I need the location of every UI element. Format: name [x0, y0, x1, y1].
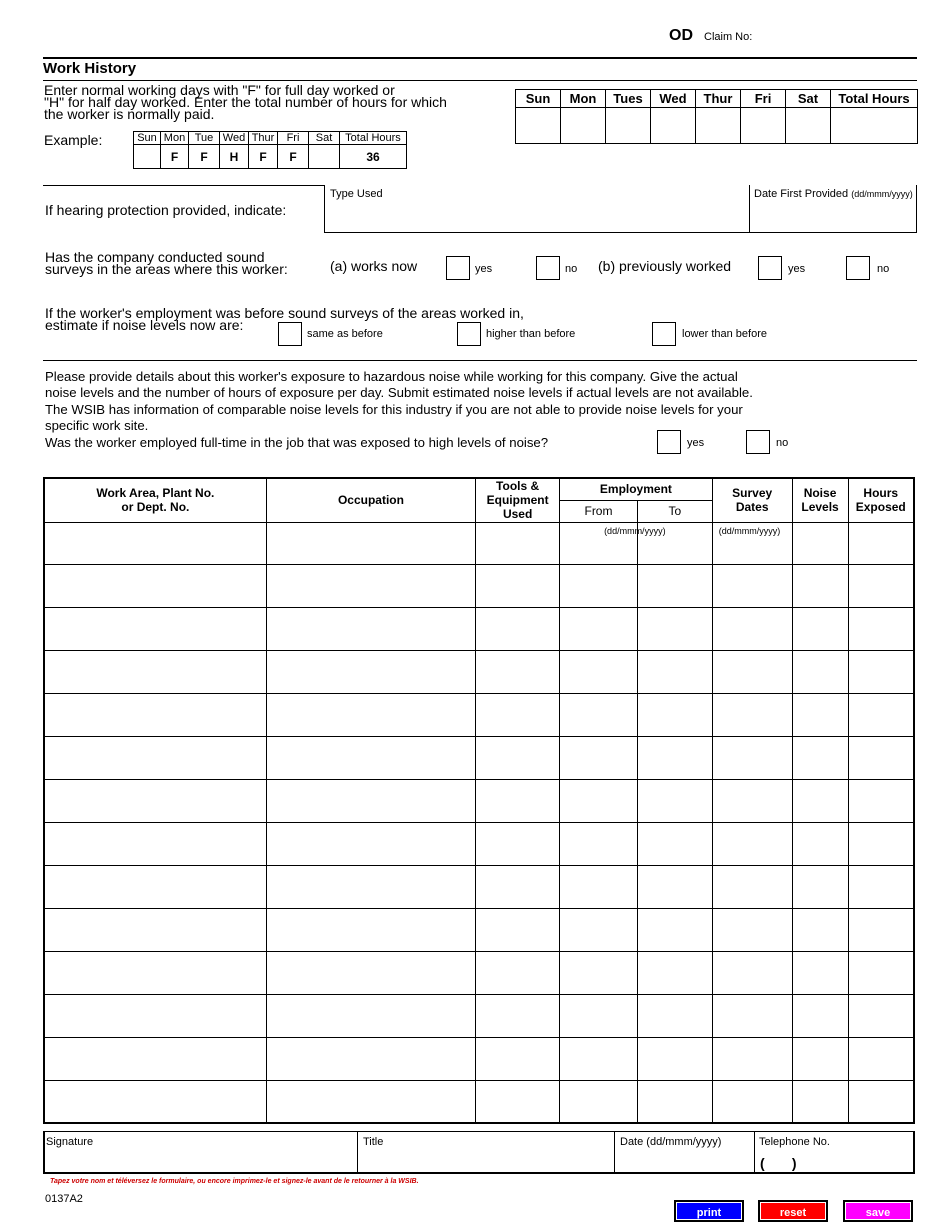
- higher-than-before-label: higher than before: [486, 328, 576, 340]
- tools-cell[interactable]: [476, 1037, 560, 1080]
- example-day: Sat: [309, 132, 340, 145]
- week-day-input-cell[interactable]: [741, 108, 786, 144]
- hours-exposed-cell[interactable]: [848, 908, 914, 951]
- week-day-header: Mon: [561, 90, 606, 108]
- week-day-input-cell[interactable]: [786, 108, 831, 144]
- employment-from-cell[interactable]: [560, 522, 666, 564]
- noise-estimate-line-2: estimate if noise levels now are:: [45, 317, 244, 333]
- survey-dates-cell[interactable]: [712, 736, 792, 779]
- survey-dates-cell[interactable]: [712, 951, 792, 994]
- week-day-input-cell[interactable]: [696, 108, 741, 144]
- survey-dates-cell[interactable]: [712, 607, 792, 650]
- week-day-header: Total Hours: [831, 90, 918, 108]
- col-survey-line-1: Survey: [732, 486, 773, 501]
- hours-exposed-cell[interactable]: [848, 822, 914, 865]
- col-survey-dates: [712, 478, 792, 522]
- occupation-cell[interactable]: [266, 736, 475, 779]
- survey-question-line-2: surveys in the areas where this worker:: [45, 261, 288, 277]
- print-button[interactable]: print: [674, 1200, 744, 1222]
- occupation-cell[interactable]: [266, 908, 475, 951]
- work-area-cell[interactable]: [44, 693, 266, 736]
- top-rule: [43, 57, 917, 59]
- employment-to-cell[interactable]: [637, 607, 712, 650]
- employment-from-cell[interactable]: [560, 951, 638, 994]
- noise-levels-cell[interactable]: [792, 522, 848, 564]
- title-label: Title: [363, 1136, 384, 1148]
- occupation-cell[interactable]: [266, 779, 475, 822]
- employment-to-cell[interactable]: [637, 564, 712, 607]
- form-number: 0137A2: [45, 1193, 83, 1205]
- noise-levels-cell[interactable]: [792, 779, 848, 822]
- hours-exposed-cell[interactable]: [848, 1080, 914, 1123]
- details-line-2: noise levels and the number of hours of exposure per day. Submit estimated noise levels if actual levels are not available.: [45, 385, 753, 401]
- occupation-cell[interactable]: [266, 650, 475, 693]
- example-day: Mon: [161, 132, 189, 145]
- date-first-provided-text: Date First Provided: [754, 188, 849, 200]
- work-area-cell[interactable]: [44, 607, 266, 650]
- fulltime-question: Was the worker employed full-time in the job that was exposed to high levels of noise?: [45, 434, 549, 450]
- employment-to-cell[interactable]: [637, 822, 712, 865]
- noise-levels-cell[interactable]: [792, 607, 848, 650]
- claim-no-input[interactable]: [755, 26, 915, 48]
- work-area-cell[interactable]: [44, 650, 266, 693]
- table-row: [44, 693, 914, 736]
- title-box[interactable]: [357, 1131, 615, 1174]
- employment-from-cell[interactable]: [560, 693, 638, 736]
- table-row: [44, 1080, 914, 1123]
- example-value: [309, 145, 340, 169]
- employment-to-cell[interactable]: [637, 650, 712, 693]
- lower-than-before-checkbox[interactable]: [652, 322, 676, 346]
- occupation-cell[interactable]: [266, 522, 475, 564]
- works-now-yes-label: yes: [475, 263, 493, 275]
- signature-label: Signature: [46, 1136, 94, 1148]
- hours-exposed-cell[interactable]: [848, 1037, 914, 1080]
- col-survey-line-2: Dates: [735, 500, 769, 515]
- work-area-cell[interactable]: [44, 994, 266, 1037]
- tools-cell[interactable]: [476, 564, 560, 607]
- employment-from-cell[interactable]: [560, 1037, 638, 1080]
- noise-levels-cell[interactable]: [792, 951, 848, 994]
- week-day-input-cell[interactable]: [651, 108, 696, 144]
- example-label: Example:: [44, 132, 103, 148]
- col-noise-levels: [792, 478, 848, 522]
- occupation-cell[interactable]: [266, 693, 475, 736]
- hours-exposed-cell[interactable]: [848, 693, 914, 736]
- work-area-cell[interactable]: [44, 822, 266, 865]
- noise-levels-cell[interactable]: [792, 650, 848, 693]
- survey-dates-cell[interactable]: [712, 822, 792, 865]
- noise-levels-cell[interactable]: [792, 865, 848, 908]
- col-noise-line-2: Levels: [801, 500, 839, 515]
- tools-cell[interactable]: [476, 994, 560, 1037]
- example-value: H: [220, 145, 249, 169]
- week-day-header: Tues: [606, 90, 651, 108]
- occupation-cell[interactable]: [266, 951, 475, 994]
- col-hours-line-2: Exposed: [855, 500, 906, 515]
- french-note: Tapez votre nom et téléversez le formulaire, ou encore imprimez-le et signez-le avant de le retourner à la WSIB.: [50, 1178, 419, 1185]
- employment-to-cell[interactable]: [637, 693, 712, 736]
- tools-cell[interactable]: [476, 779, 560, 822]
- details-line-4: specific work site.: [45, 418, 149, 434]
- col-hours-line-1: Hours: [863, 486, 899, 501]
- noise-levels-cell[interactable]: [792, 1080, 848, 1123]
- noise-levels-cell[interactable]: [792, 564, 848, 607]
- survey-dates-cell[interactable]: [712, 865, 792, 908]
- employment-from-cell[interactable]: [560, 822, 638, 865]
- survey-dates-cell[interactable]: [712, 522, 792, 564]
- employment-from-cell[interactable]: [560, 994, 638, 1037]
- table-row: [44, 522, 914, 564]
- example-day: Wed: [220, 132, 249, 145]
- occupation-cell[interactable]: [266, 822, 475, 865]
- week-day-header: Thur: [696, 90, 741, 108]
- same-as-before-label: same as before: [307, 328, 383, 340]
- table-row: [44, 865, 914, 908]
- col-tools-line-3: Used: [502, 507, 533, 522]
- date-format-hint: (dd/mmm/yyyy): [718, 525, 781, 536]
- col-employment: Employment: [560, 478, 713, 500]
- col-employment-to: To: [637, 500, 712, 522]
- occupation-cell[interactable]: [266, 1080, 475, 1123]
- employment-to-cell[interactable]: [637, 908, 712, 951]
- example-day: Tue: [189, 132, 220, 145]
- col-hours-exposed: [848, 478, 914, 522]
- hours-exposed-cell[interactable]: [848, 951, 914, 994]
- tools-cell[interactable]: [476, 1080, 560, 1123]
- example-value: F: [189, 145, 220, 169]
- col-occupation: Occupation: [266, 478, 475, 522]
- work-area-cell[interactable]: [44, 564, 266, 607]
- survey-dates-cell[interactable]: [712, 1080, 792, 1123]
- previously-worked-yes-label: yes: [788, 263, 806, 275]
- week-day-header: Sun: [516, 90, 561, 108]
- instructions-line-2: "H" for half day worked. Enter the total number of hours for which: [44, 94, 447, 110]
- hours-exposed-cell[interactable]: [848, 522, 914, 564]
- noise-exposure-table: [43, 477, 915, 1124]
- col-tools-line-1: Tools &: [496, 479, 540, 494]
- week-day-input-cell[interactable]: [561, 108, 606, 144]
- date-label: Date (dd/mmm/yyyy): [620, 1136, 722, 1148]
- tools-cell[interactable]: [476, 865, 560, 908]
- work-area-cell[interactable]: [44, 522, 266, 564]
- table-row: [44, 736, 914, 779]
- employment-to-cell[interactable]: [637, 951, 712, 994]
- col-tools-line-2: Equipment: [486, 493, 549, 508]
- work-area-cell[interactable]: [44, 736, 266, 779]
- employment-to-cell[interactable]: [637, 779, 712, 822]
- week-day-input-cell[interactable]: [516, 108, 561, 144]
- previously-worked-yes-checkbox[interactable]: [758, 256, 782, 280]
- table-row: [44, 908, 914, 951]
- details-line-3: The WSIB has information of comparable noise levels for this industry if you are not able to provide noise levels for your: [45, 401, 743, 417]
- survey-dates-cell[interactable]: [712, 1037, 792, 1080]
- table-row: [44, 607, 914, 650]
- example-value: F: [249, 145, 278, 169]
- example-value: F: [278, 145, 309, 169]
- details-rule: [43, 360, 917, 361]
- work-area-cell[interactable]: [44, 1080, 266, 1123]
- reset-button[interactable]: reset: [758, 1200, 828, 1222]
- table-row: [44, 994, 914, 1037]
- details-paragraph: [45, 369, 753, 451]
- hearing-type-box[interactable]: [324, 185, 750, 233]
- fulltime-yes-checkbox[interactable]: [657, 430, 681, 454]
- tools-cell[interactable]: [476, 822, 560, 865]
- telephone-label: Telephone No.: [759, 1136, 830, 1148]
- higher-than-before-checkbox[interactable]: [457, 322, 481, 346]
- work-area-cell[interactable]: [44, 865, 266, 908]
- employment-from-cell[interactable]: [560, 865, 638, 908]
- employment-to-cell[interactable]: [637, 1037, 712, 1080]
- hours-exposed-cell[interactable]: [848, 736, 914, 779]
- fulltime-no-checkbox[interactable]: [746, 430, 770, 454]
- employment-to-cell[interactable]: [637, 736, 712, 779]
- employment-to-cell[interactable]: [637, 1080, 712, 1123]
- previously-worked-no-label: no: [877, 263, 890, 275]
- survey-dates-cell[interactable]: [712, 693, 792, 736]
- survey-dates-cell[interactable]: [712, 994, 792, 1037]
- survey-dates-cell[interactable]: [712, 564, 792, 607]
- table-row: [44, 779, 914, 822]
- work-area-cell[interactable]: [44, 951, 266, 994]
- instructions-line-3: the worker is normally paid.: [44, 106, 215, 122]
- occupation-cell[interactable]: [266, 994, 475, 1037]
- week-day-header: Fri: [741, 90, 786, 108]
- noise-estimate-line-1: If the worker's employment was before sound surveys of the areas worked in,: [45, 305, 524, 321]
- noise-levels-cell[interactable]: [792, 822, 848, 865]
- example-value: 36: [340, 145, 407, 169]
- noise-levels-cell[interactable]: [792, 693, 848, 736]
- date-first-provided-label: [754, 188, 913, 200]
- fulltime-yes-label: yes: [687, 437, 705, 449]
- col-work-area: [44, 478, 266, 522]
- example-table: [133, 131, 407, 169]
- noise-levels-cell[interactable]: [792, 994, 848, 1037]
- tools-cell[interactable]: [476, 693, 560, 736]
- fulltime-no-label: no: [776, 437, 789, 449]
- table-row: [44, 951, 914, 994]
- employment-to-cell[interactable]: [637, 865, 712, 908]
- occupation-cell[interactable]: [266, 1037, 475, 1080]
- instructions-line-1: Enter normal working days with "F" for full day worked or: [44, 82, 395, 98]
- telephone-area-code: ( ): [760, 1155, 797, 1171]
- example-day: Fri: [278, 132, 309, 145]
- example-day: Total Hours: [340, 132, 407, 145]
- hours-exposed-cell[interactable]: [848, 779, 914, 822]
- occupation-cell[interactable]: [266, 607, 475, 650]
- employment-to-cell[interactable]: [637, 522, 712, 564]
- hours-exposed-cell[interactable]: [848, 564, 914, 607]
- table-row: [44, 1037, 914, 1080]
- employment-from-cell[interactable]: [560, 908, 638, 951]
- employment-from-cell[interactable]: [560, 779, 638, 822]
- previously-worked-no-checkbox[interactable]: [846, 256, 870, 280]
- hearing-question: If hearing protection provided, indicate:: [45, 202, 287, 218]
- same-as-before-checkbox[interactable]: [278, 322, 302, 346]
- lower-than-before-label: lower than before: [682, 328, 767, 340]
- noise-levels-cell[interactable]: [792, 1037, 848, 1080]
- date-format-hint: (dd/mmm/yyyy): [851, 189, 913, 199]
- example-value: F: [161, 145, 189, 169]
- works-now-label: (a) works now: [330, 258, 418, 274]
- form-code: OD: [669, 27, 693, 44]
- example-day: Thur: [249, 132, 278, 145]
- employment-from-cell[interactable]: [560, 650, 638, 693]
- table-row: [44, 822, 914, 865]
- occupation-cell[interactable]: [266, 865, 475, 908]
- works-now-no-label: no: [565, 263, 578, 275]
- date-format-hint: (dd/mmm/yyyy): [604, 525, 666, 536]
- example-value: [134, 145, 161, 169]
- hours-exposed-cell[interactable]: [848, 650, 914, 693]
- work-area-cell[interactable]: [44, 1037, 266, 1080]
- noise-levels-cell[interactable]: [792, 736, 848, 779]
- tools-cell[interactable]: [476, 736, 560, 779]
- occupation-cell[interactable]: [266, 564, 475, 607]
- survey-question-line-1: Has the company conducted sound: [45, 249, 265, 265]
- week-day-header: Wed: [651, 90, 696, 108]
- work-area-cell[interactable]: [44, 908, 266, 951]
- previously-worked-label: (b) previously worked: [598, 258, 732, 274]
- claim-no-label: Claim No:: [704, 31, 753, 43]
- survey-dates-cell[interactable]: [712, 908, 792, 951]
- col-employment-from: From: [560, 500, 638, 522]
- tools-cell[interactable]: [476, 650, 560, 693]
- tools-cell[interactable]: [476, 951, 560, 994]
- section-title: Work History: [43, 60, 137, 77]
- week-day-input-cell[interactable]: [606, 108, 651, 144]
- hours-exposed-cell[interactable]: [848, 607, 914, 650]
- works-now-no-checkbox[interactable]: [536, 256, 560, 280]
- hours-exposed-cell[interactable]: [848, 994, 914, 1037]
- table-row: [44, 564, 914, 607]
- survey-dates-cell[interactable]: [712, 650, 792, 693]
- type-used-label: Type Used: [330, 188, 383, 200]
- hours-exposed-cell[interactable]: [848, 865, 914, 908]
- save-button[interactable]: save: [843, 1200, 913, 1222]
- tools-cell[interactable]: [476, 607, 560, 650]
- tools-cell[interactable]: [476, 522, 560, 564]
- employment-from-cell[interactable]: [560, 564, 638, 607]
- table-row: [44, 650, 914, 693]
- col-tools: [476, 478, 560, 522]
- col-work-area-line-2: or Dept. No.: [121, 500, 190, 515]
- tools-cell[interactable]: [476, 908, 560, 951]
- employment-from-cell[interactable]: [560, 607, 638, 650]
- work-area-cell[interactable]: [44, 779, 266, 822]
- title-rule: [43, 80, 917, 81]
- noise-levels-cell[interactable]: [792, 908, 848, 951]
- employment-from-cell[interactable]: [560, 736, 638, 779]
- week-day-header: Sat: [786, 90, 831, 108]
- employment-from-cell[interactable]: [560, 1080, 638, 1123]
- example-day: Sun: [134, 132, 161, 145]
- col-noise-line-1: Noise: [803, 486, 837, 501]
- works-now-yes-checkbox[interactable]: [446, 256, 470, 280]
- week-table: [515, 89, 918, 144]
- details-line-1: Please provide details about this worker's exposure to hazardous noise while working for this company. Give the actual: [45, 369, 738, 384]
- employment-to-cell[interactable]: [637, 994, 712, 1037]
- col-work-area-line-1: Work Area, Plant No.: [96, 486, 215, 501]
- survey-dates-cell[interactable]: [712, 779, 792, 822]
- total-hours-input-cell[interactable]: [831, 108, 918, 144]
